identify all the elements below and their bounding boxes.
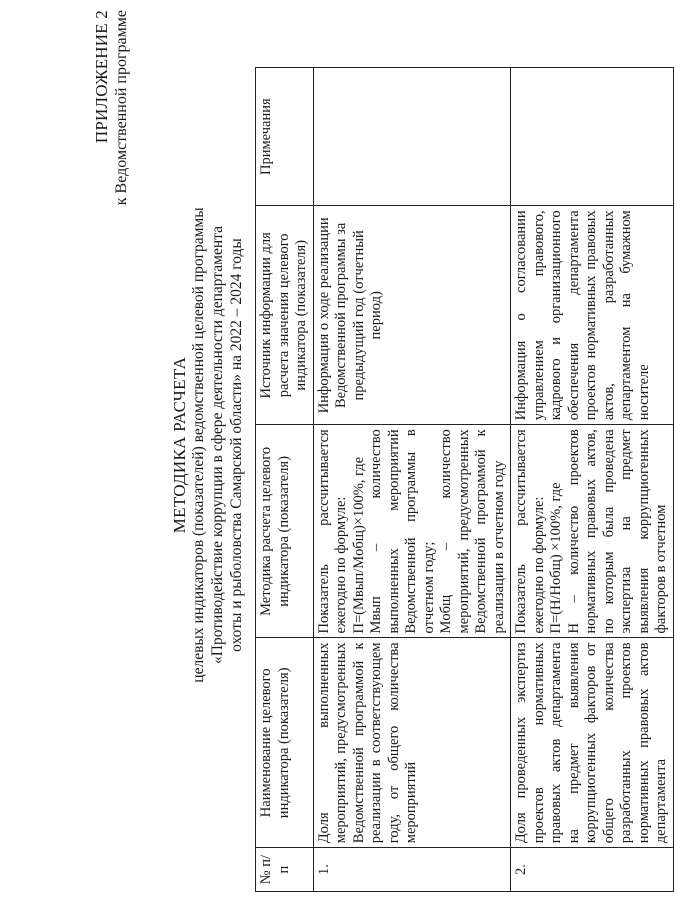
method-intro: Показатель рассчитывается ежегодно по формуле: — [315, 429, 349, 634]
header-source: Источник информации для расчета значения целевого индикатора (показателя) — [256, 206, 314, 425]
table-header-row — [256, 68, 314, 892]
document-title: МЕТОДИКА РАСЧЕТА — [170, 356, 189, 534]
appendix-title: ПРИЛОЖЕНИЕ 2 — [92, 10, 111, 144]
method-definition: Н – количество проектов нормативных правовых актов, по которым была проведена экспертиза на предмет выявления коррупциогенных факторов в отчетном — [565, 429, 669, 634]
heading-line-3: охоты и рыболовства Самарской области» на 2022 – 2024 годы — [228, 238, 245, 652]
row-num: 1. — [313, 848, 511, 892]
method-formula: П=(Н/Нобщ) ×100%, где — [548, 482, 564, 634]
row-source: Информация о согласовании управлением правового, кадрового и организационного обеспечения департамента проектов нормативных правовых актов, разработанных департаментом на бумажном носителе — [511, 206, 674, 425]
row-notes — [511, 68, 674, 206]
row-num: 2. — [511, 848, 674, 892]
indicators-table — [255, 67, 674, 892]
header-num: № п/п — [256, 848, 314, 892]
table-row — [511, 68, 674, 892]
row-notes — [313, 68, 511, 206]
heading-line-1: целевых индикаторов (показателей) ведомственной целевой программы — [190, 207, 207, 683]
document-heading — [170, 145, 246, 745]
header-method: Методика расчета целевого индикатора (показателя) — [256, 425, 314, 638]
header-name: Наименование целевого индикатора (показателя) — [256, 638, 314, 848]
method-intro: Показатель рассчитывается ежегодно по формуле: — [513, 429, 547, 634]
row-method — [511, 425, 674, 638]
row-source: Информация о ходе реализации Ведомственной программы за предыдущий год (отчетный период) — [313, 206, 511, 425]
heading-line-2: «Противодействие коррупции в сфере деятельности департамента — [209, 226, 226, 664]
appendix-label — [92, 10, 132, 430]
row-indicator-name: Доля проведенных экспертиз проектов нормативных правовых актов департамента на предмет выявления коррупциогенных факторов от общего количества разработанных проектов нормативных правовых актов департамента — [511, 638, 674, 848]
table-row — [313, 68, 511, 892]
method-formula: П=(Mвып/Mобщ)×100%, где — [350, 456, 367, 634]
row-indicator-name: Доля выполненных мероприятий, предусмотренных Ведомственной программой к реализации в соответствующем году, от общего количества мероприятий — [313, 638, 511, 848]
method-definition: Mвып – количество выполненных мероприятий Ведомственной программы в отчетном году; — [368, 429, 437, 634]
row-method — [313, 425, 511, 638]
appendix-subtitle: к Ведомственной программе — [113, 10, 130, 206]
method-definition: Mобщ – количество мероприятий, предусмотренных Ведомственной программой к реализации в отчетном году — [438, 429, 507, 634]
header-notes: Примечания — [256, 68, 314, 206]
